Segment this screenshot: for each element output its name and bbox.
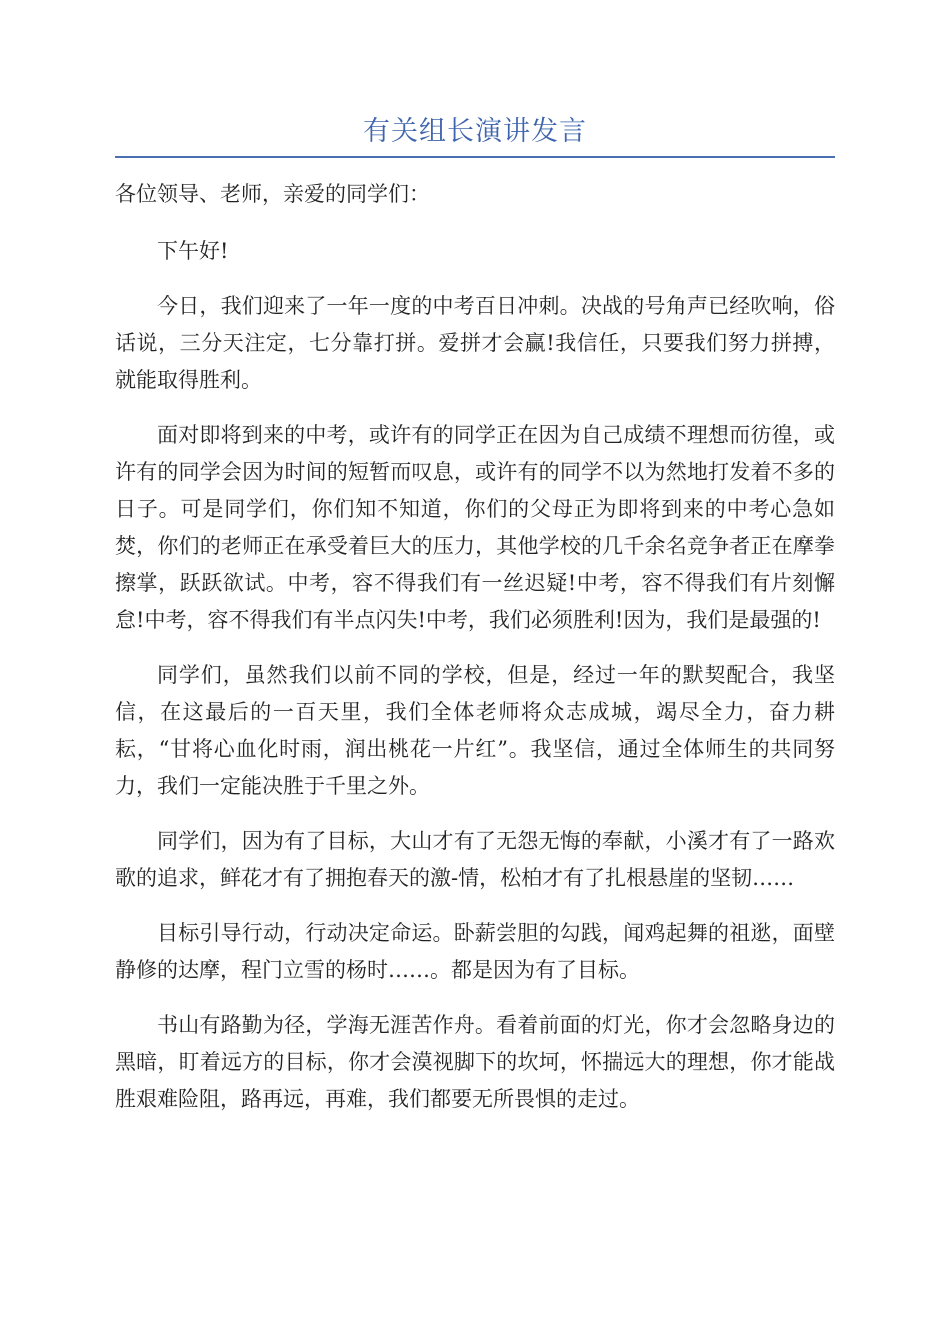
paragraph-6: 书山有路勤为径，学海无涯苦作舟。看着前面的灯光，你才会忽略身边的黑暗，盯着远方的目标，你才会漠视脚下的坎坷，怀揣远大的理想，你才能战胜艰难险阻，路再远，再难，我们都要无所畏惧的走过。 bbox=[115, 1013, 835, 1111]
document-title: 有关组长演讲发言 bbox=[363, 116, 587, 147]
paragraph-4: 同学们，因为有了目标，大山才有了无怨无悔的奉献，小溪才有了一路欢歌的追求，鲜花才有了拥抱春天的激-情，松柏才有了扎根悬崖的坚韧…… bbox=[115, 829, 835, 890]
paragraph-1: 今日，我们迎来了一年一度的中考百日冲刺。决战的号角声已经吹响，俗话说，三分天注定，七分靠打拼。爱拼才会赢!我信任，只要我们努力拼搏，就能取得胜利。 bbox=[115, 294, 835, 392]
document-body bbox=[115, 176, 835, 1136]
paragraph-3: 同学们，虽然我们以前不同的学校，但是，经过一年的默契配合，我坚信，在这最后的一百天里，我们全体老师将众志成城，竭尽全力，奋力耕耘，“甘将心血化时雨，润出桃花一片红”。我坚信，通过全体师生的共同努力，我们一定能决胜于千里之外。 bbox=[115, 663, 835, 798]
paragraph-greeting: 下午好! bbox=[157, 239, 229, 263]
paragraph-5: 目标引导行动，行动决定命运。卧薪尝胆的勾践，闻鸡起舞的祖逖，面壁静修的达摩，程门立雪的杨时……。都是因为有了目标。 bbox=[115, 921, 835, 982]
salutation: 各位领导、老师，亲爱的同学们： bbox=[115, 182, 430, 206]
paragraph-2: 面对即将到来的中考，或许有的同学正在因为自己成绩不理想而彷徨，或许有的同学会因为时间的短暂而叹息，或许有的同学不以为然地打发着不多的日子。可是同学们，你们知不知道，你们的父母正为即将到来的中考心急如焚，你们的老师正在承受着巨大的压力，其他学校的几千余名竞争者正在摩拳擦掌，跃跃欲试。中考，容不得我们有一丝迟疑!中考，容不得我们有片刻懈怠!中考，容不得我们有半点闪失!中考，我们必须胜利!因为，我们是最强的! bbox=[115, 423, 835, 632]
title-block bbox=[115, 112, 835, 158]
